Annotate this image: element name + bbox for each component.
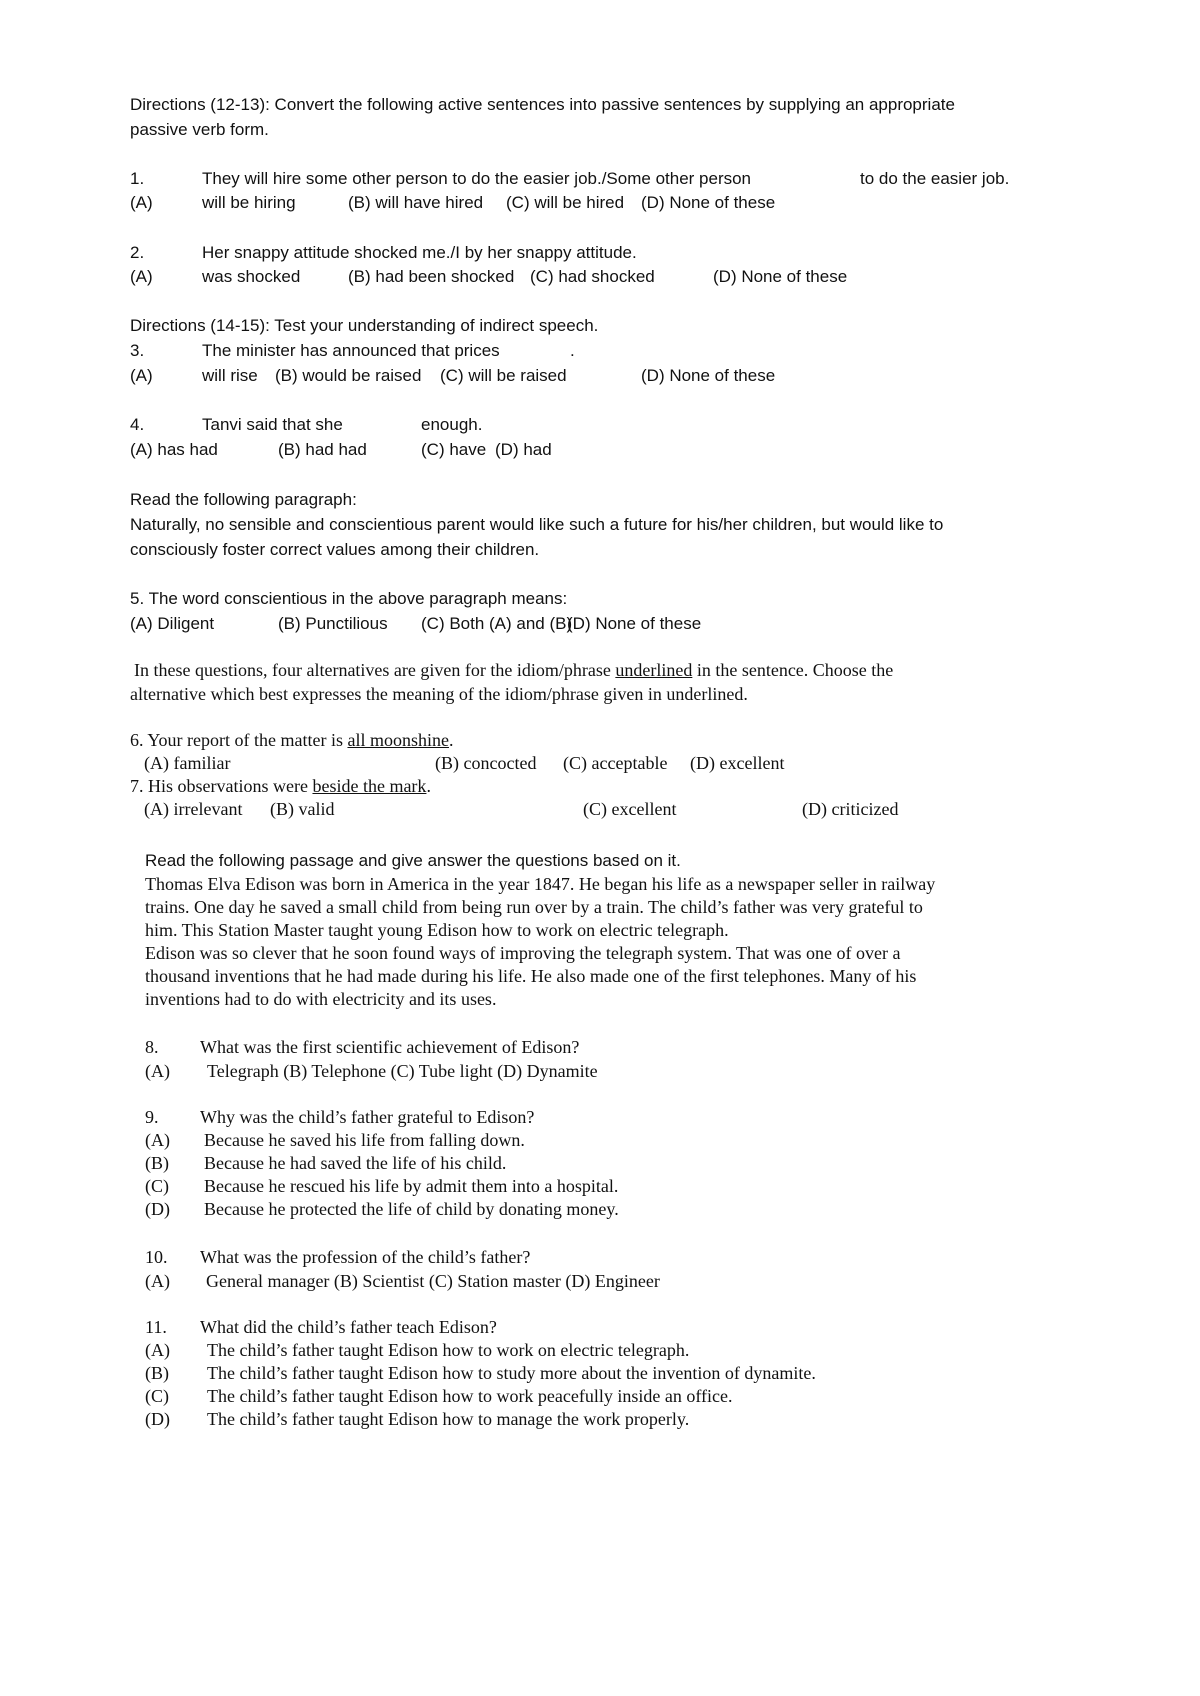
q8-options: Telegraph (B) Telephone (C) Tube light (D) Dynamite bbox=[207, 1061, 598, 1081]
passage-line6: inventions had to do with electricity and its uses. bbox=[145, 989, 497, 1009]
q11-option-label: (D) bbox=[145, 1409, 170, 1429]
q10-text: What was the profession of the child’s father? bbox=[200, 1247, 531, 1267]
q9-option: Because he saved his life from falling down. bbox=[204, 1130, 525, 1150]
passage-line2: trains. One day he saved a small child from being run over by a train. The child’s father was very grateful to bbox=[145, 897, 923, 917]
directions-12-13-line1: Directions (12-13): Convert the following active sentences into passive sentences by supplying an appropriate bbox=[130, 95, 955, 114]
idiom-instruction-part1: In these questions, four alternatives are given for the idiom/phrase bbox=[134, 660, 611, 680]
q6-text-part1: 6. Your report of the matter is bbox=[130, 730, 343, 750]
q2-option-a: was shocked bbox=[202, 267, 301, 286]
q11-number: 11. bbox=[145, 1317, 167, 1337]
q6-text bbox=[130, 731, 453, 749]
directions-12-13-line2: passive verb form. bbox=[130, 120, 269, 139]
q9-option-label: (C) bbox=[145, 1176, 169, 1196]
q9-option-label: (A) bbox=[145, 1130, 170, 1150]
q10-options: General manager (B) Scientist (C) Station master (D) Engineer bbox=[206, 1271, 660, 1291]
q1-text-end: to do the easier job. bbox=[860, 169, 1010, 188]
q9-option: Because he protected the life of child by donating money. bbox=[204, 1199, 619, 1219]
q10-option-label: (A) bbox=[145, 1271, 170, 1291]
q9-option: Because he had saved the life of his child. bbox=[204, 1153, 507, 1173]
q3-option-a: will rise bbox=[202, 366, 258, 385]
q3-option-c: (C) will be raised bbox=[440, 366, 567, 385]
q5-option-d: (D) None of these bbox=[567, 614, 702, 633]
q6-idiom: all moonshine bbox=[347, 730, 449, 750]
q2-option-b: (B) had been shocked bbox=[348, 267, 515, 286]
q2-option-c: (C) had shocked bbox=[530, 267, 655, 286]
q9-option: Because he rescued his life by admit them into a hospital. bbox=[204, 1176, 619, 1196]
q4-text: Tanvi said that she bbox=[202, 415, 343, 434]
idiom-instruction-part2: in the sentence. Choose the bbox=[696, 660, 894, 680]
q6-text-end: . bbox=[448, 730, 454, 750]
q2-number: 2. bbox=[130, 243, 145, 262]
q5-option-a: (A) Diligent bbox=[130, 614, 215, 633]
q5-option-c: (C) Both (A) and (B) bbox=[421, 614, 573, 633]
q4-option-d: (D) had bbox=[495, 440, 552, 459]
idiom-instruction-line2: alternative which best expresses the meaning of the idiom/phrase given in underlined. bbox=[130, 684, 748, 704]
q4-number: 4. bbox=[130, 415, 145, 434]
q3-option-d: (D) None of these bbox=[641, 366, 776, 385]
q11-option: The child’s father taught Edison how to manage the work properly. bbox=[207, 1409, 690, 1429]
passage-heading: Read the following passage and give answer the questions based on it. bbox=[145, 851, 681, 870]
q4-option-a: (A) has had bbox=[130, 440, 218, 459]
q8-text: What was the first scientific achievement of Edison? bbox=[200, 1037, 580, 1057]
q2-option-d: (D) None of these bbox=[713, 267, 848, 286]
q7-text bbox=[130, 777, 431, 795]
q11-text: What did the child’s father teach Edison? bbox=[200, 1317, 497, 1337]
q1-option-b: (B) will have hired bbox=[348, 193, 484, 212]
q7-text-part1: 7. His observations were bbox=[130, 776, 308, 796]
q11-option: The child’s father taught Edison how to study more about the invention of dynamite. bbox=[207, 1363, 816, 1383]
q3-option-a-label: (A) bbox=[130, 366, 153, 385]
q7-option-b: (B) valid bbox=[270, 799, 335, 819]
q7-option-a: (A) irrelevant bbox=[144, 799, 243, 819]
paragraph-line2: consciously foster correct values among their children. bbox=[130, 540, 540, 559]
q5-option-b: (B) Punctilious bbox=[278, 614, 388, 633]
q3-option-b: (B) would be raised bbox=[275, 366, 422, 385]
q1-option-d: (D) None of these bbox=[641, 193, 776, 212]
q11-option-label: (A) bbox=[145, 1340, 170, 1360]
q11-option: The child’s father taught Edison how to work peacefully inside an office. bbox=[207, 1386, 733, 1406]
q7-text-end: . bbox=[426, 776, 431, 796]
q9-option-label: (B) bbox=[145, 1153, 169, 1173]
q4-text-end: enough. bbox=[421, 415, 483, 434]
idiom-instruction-underlined: underlined bbox=[615, 660, 693, 680]
q11-option: The child’s father taught Edison how to work on electric telegraph. bbox=[207, 1340, 690, 1360]
q7-option-d: (D) criticized bbox=[802, 799, 899, 819]
q2-text: Her snappy attitude shocked me./I by her snappy attitude. bbox=[202, 243, 637, 262]
q7-idiom: beside the mark bbox=[312, 776, 427, 796]
q8-number: 8. bbox=[145, 1037, 159, 1057]
passage-line5: thousand inventions that he had made during his life. He also made one of the first telephones. Many of his bbox=[145, 966, 917, 986]
q6-option-d: (D) excellent bbox=[690, 753, 785, 773]
idiom-instruction-line1 bbox=[134, 661, 893, 679]
paragraph-line1: Naturally, no sensible and conscientious parent would like such a future for his/her children, but would like to bbox=[130, 515, 944, 534]
q3-number: 3. bbox=[130, 341, 145, 360]
paragraph-heading: Read the following paragraph: bbox=[130, 490, 357, 509]
q10-number: 10. bbox=[145, 1247, 168, 1267]
q9-option-label: (D) bbox=[145, 1199, 170, 1219]
passage-line1: Thomas Elva Edison was born in America in the year 1847. He began his life as a newspaper seller in railway bbox=[145, 874, 936, 894]
q1-option-a-label: (A) bbox=[130, 193, 153, 212]
passage-line3: him. This Station Master taught young Edison how to work on electric telegraph. bbox=[145, 920, 729, 940]
q1-option-a: will be hiring bbox=[202, 193, 296, 212]
q8-option-label: (A) bbox=[145, 1061, 170, 1081]
q1-number: 1. bbox=[130, 169, 145, 188]
q6-option-c: (C) acceptable bbox=[563, 753, 668, 773]
q2-option-a-label: (A) bbox=[130, 267, 153, 286]
q5-text: 5. The word conscientious in the above paragraph means: bbox=[130, 589, 568, 608]
q1-text: They will hire some other person to do the easier job./Some other person bbox=[202, 169, 752, 188]
q6-option-b: (B) concocted bbox=[435, 753, 537, 773]
q6-option-a: (A) familiar bbox=[144, 753, 231, 773]
q4-option-b: (B) had had bbox=[278, 440, 367, 459]
passage-line4: Edison was so clever that he soon found ways of improving the telegraph system. That was one of over a bbox=[145, 943, 901, 963]
q3-text-end: . bbox=[570, 341, 575, 360]
q3-text: The minister has announced that prices bbox=[202, 341, 500, 360]
q11-option-label: (C) bbox=[145, 1386, 169, 1406]
q7-option-c: (C) excellent bbox=[583, 799, 677, 819]
q9-text: Why was the child’s father grateful to Edison? bbox=[200, 1107, 535, 1127]
q1-option-c: (C) will be hired bbox=[506, 193, 625, 212]
q11-option-label: (B) bbox=[145, 1363, 169, 1383]
q9-number: 9. bbox=[145, 1107, 159, 1127]
q4-option-c: (C) have bbox=[421, 440, 487, 459]
directions-14-15: Directions (14-15): Test your understanding of indirect speech. bbox=[130, 316, 599, 335]
